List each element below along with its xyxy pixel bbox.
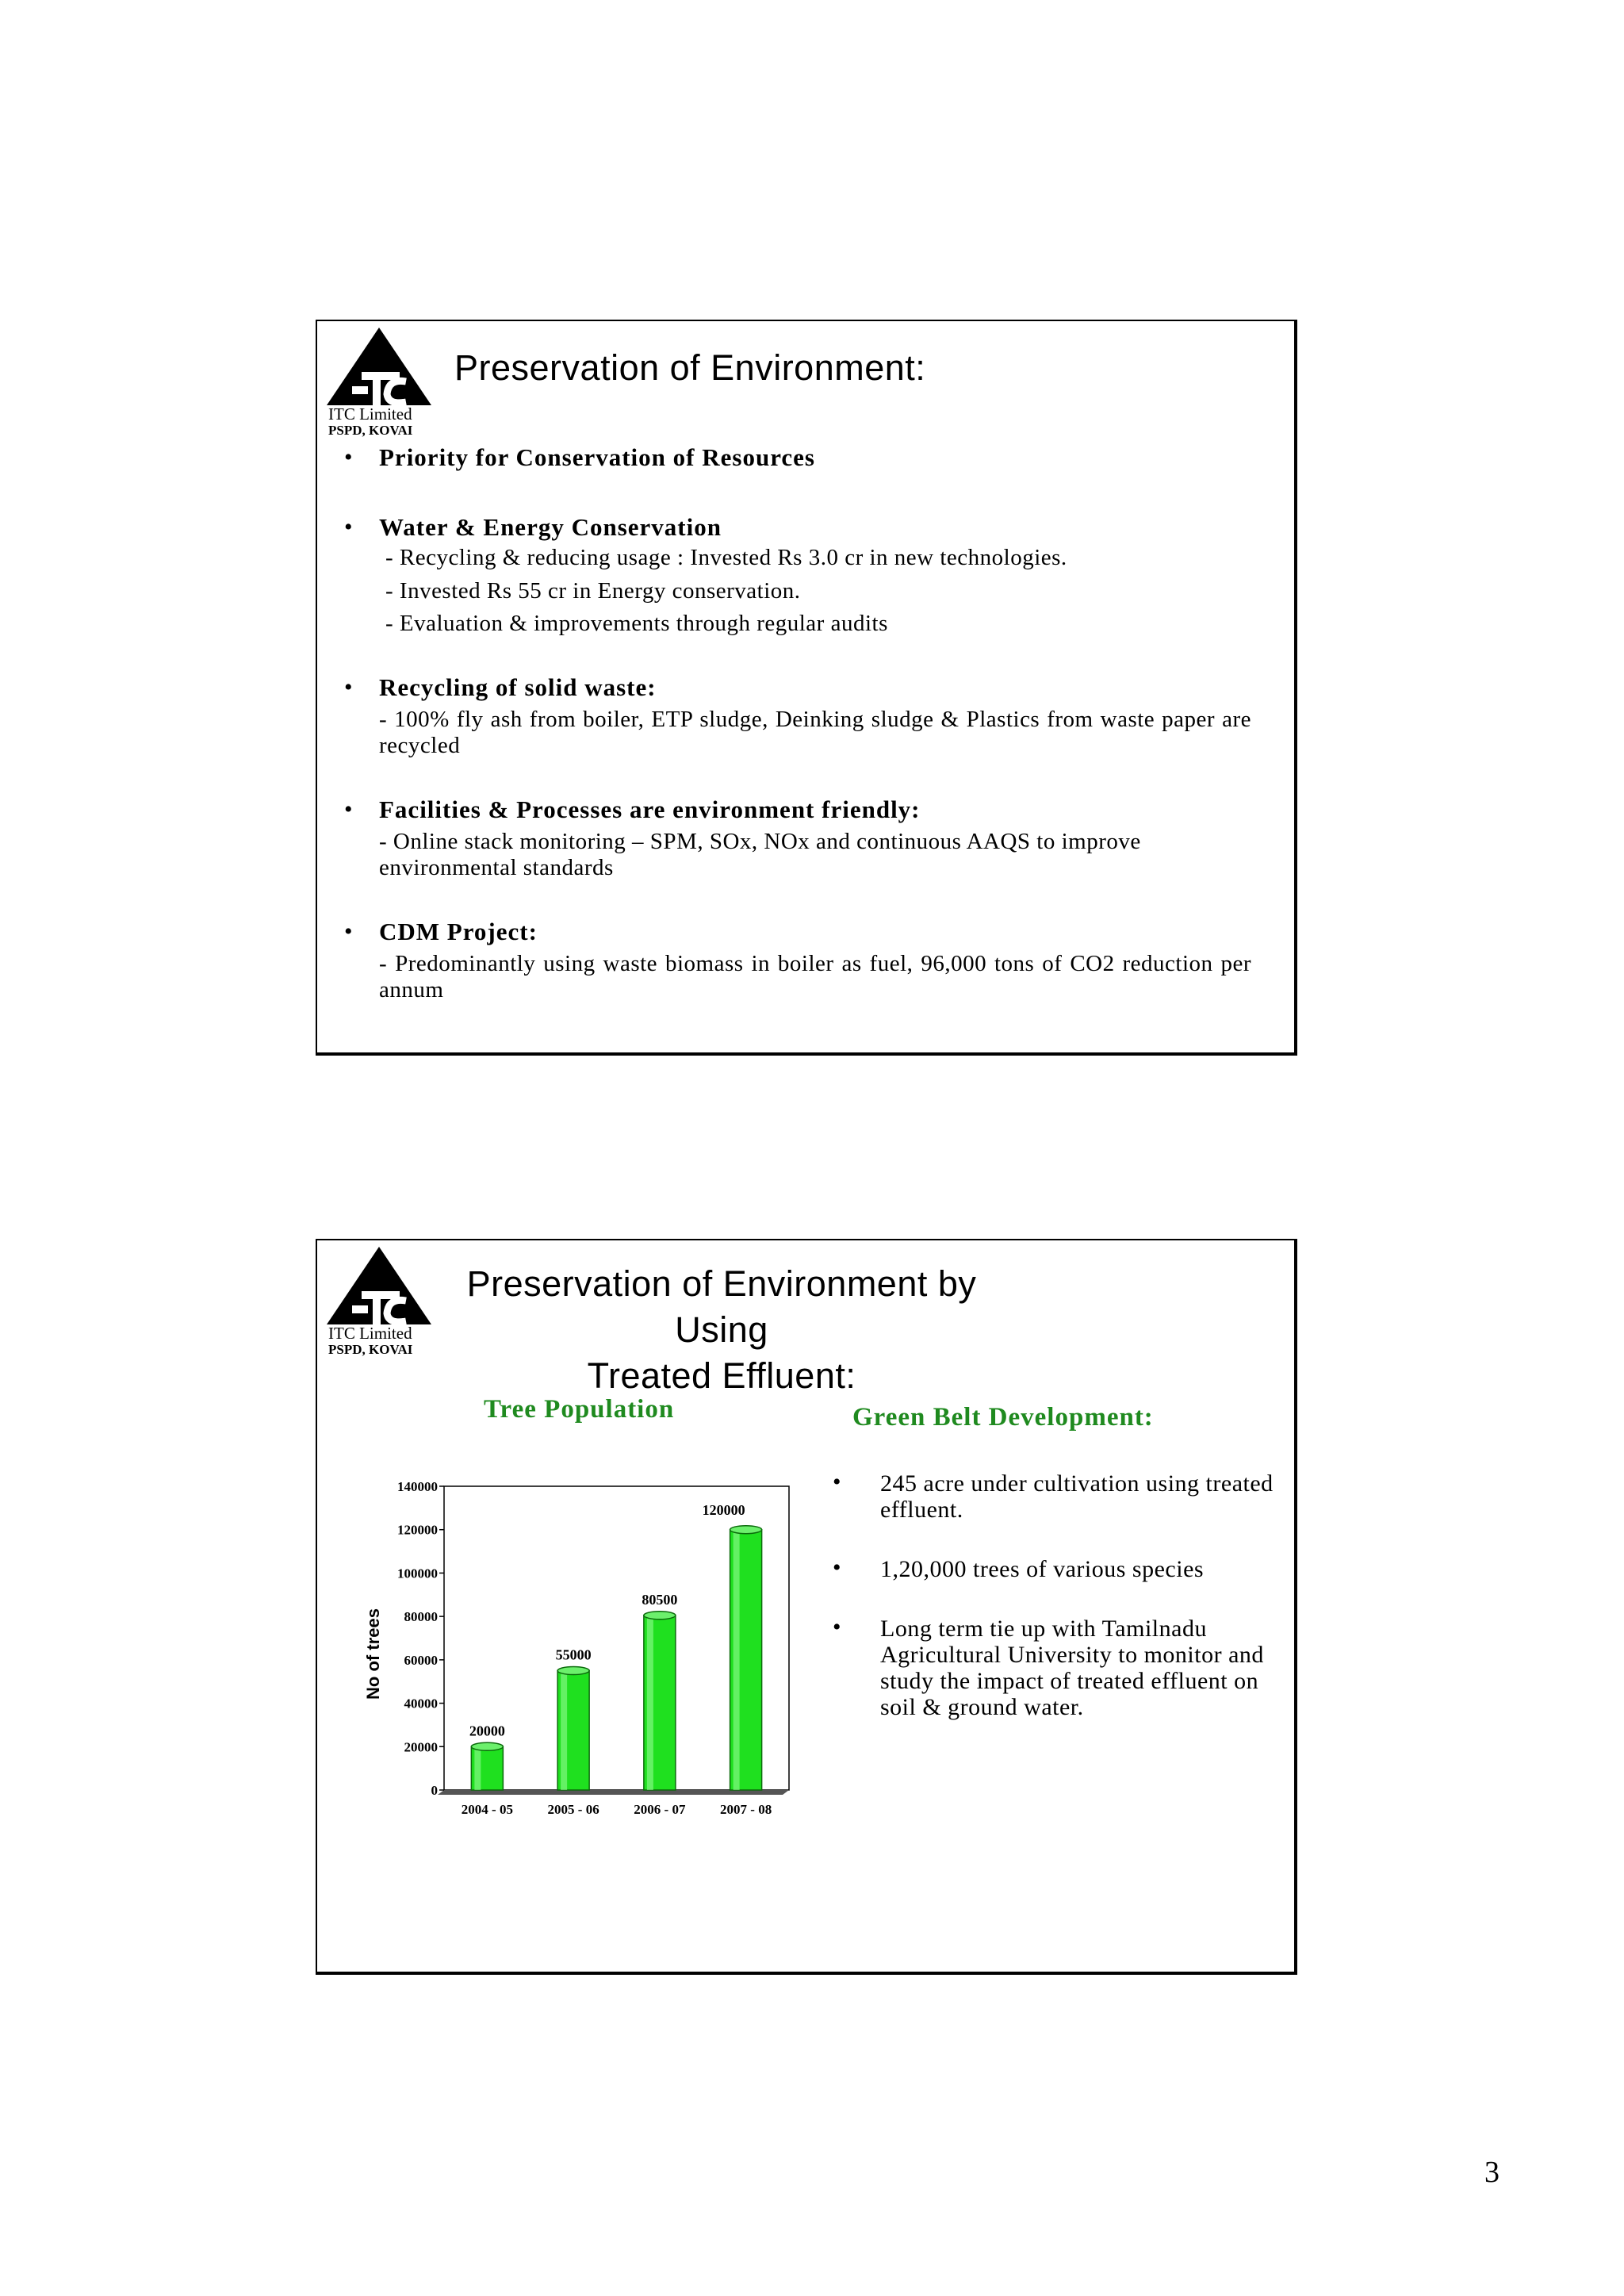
x-tick-label: 2005 - 06 — [547, 1802, 599, 1817]
bullet-item — [341, 794, 1261, 881]
logo-unit-name: PSPD, KOVAI — [328, 423, 413, 438]
slide-title — [444, 1261, 999, 1399]
itc-logo — [327, 1245, 438, 1358]
logo-company-name: ITC Limited — [328, 404, 412, 424]
y-tick-label: 20000 — [404, 1739, 438, 1755]
bullet-heading: • Priority for Conservation of Resources — [379, 443, 815, 471]
y-tick-label: 80000 — [404, 1609, 438, 1625]
slide-preservation-of-environment — [316, 320, 1297, 1056]
data-label: 20000 — [469, 1723, 505, 1739]
bullet-heading: • Facilities & Processes are environment friendly: — [379, 795, 921, 823]
bullet-heading: • Recycling of solid waste: — [379, 673, 657, 701]
data-label: 120000 — [702, 1502, 745, 1518]
bullet-detail: - 100% fly ash from boiler, ETP sludge, Deinking sludge & Plastics from waste paper are recycled — [379, 707, 1251, 758]
bullet-item — [341, 916, 1261, 1003]
green-belt-item: • 245 acre under cultivation using treated effluent. — [833, 1470, 1277, 1523]
bar-highlight — [474, 1746, 481, 1790]
chart-svg — [357, 1462, 801, 1827]
green-belt-item: • Long term tie up with Tamilnadu Agricultural University to monitor and study the impact of treated effluent on soil & ground water. — [833, 1616, 1277, 1720]
bullet-heading: • Water & Energy Conservation — [379, 513, 722, 541]
green-belt-heading: Green Belt Development: — [852, 1403, 1154, 1432]
slide-title: Preservation of Environment: — [454, 347, 926, 388]
bullet-item — [341, 442, 1261, 473]
logo-company-name: ITC Limited — [328, 1324, 412, 1343]
chart-heading: Tree Population — [484, 1395, 675, 1424]
itc-logo — [327, 326, 438, 439]
bullet-item — [341, 672, 1261, 759]
x-tick-label: 2004 - 05 — [461, 1802, 513, 1817]
green-belt-item: • 1,20,000 trees of various species — [833, 1556, 1277, 1582]
bar-top — [471, 1742, 503, 1750]
bar-top — [730, 1526, 762, 1534]
itc-logo-icon — [327, 1245, 431, 1324]
y-axis-label: No of trees — [363, 1608, 383, 1700]
bar-top — [557, 1667, 589, 1675]
green-belt-list — [833, 1470, 1277, 1754]
logo-unit-name: PSPD, KOVAI — [328, 1342, 413, 1357]
y-tick-label: 60000 — [404, 1652, 438, 1668]
bar-highlight — [733, 1530, 740, 1790]
bar-highlight — [647, 1616, 653, 1790]
bullet-detail: - Invested Rs 55 cr in Energy conservation. — [385, 578, 801, 604]
itc-logo-icon — [327, 326, 431, 405]
y-tick-label: 140000 — [397, 1479, 438, 1494]
y-tick-label: 120000 — [397, 1522, 438, 1538]
bullet-detail: - Online stack monitoring – SPM, SOx, NOx and continuous AAQS to improve environmental standards — [379, 829, 1141, 880]
y-tick-label: 100000 — [397, 1566, 438, 1581]
chart-floor — [438, 1790, 789, 1795]
slide-title-line-1: Preservation of Environment by Using — [466, 1263, 977, 1350]
x-tick-label: 2006 - 07 — [634, 1802, 686, 1817]
data-label: 80500 — [642, 1591, 678, 1608]
data-label: 55000 — [555, 1646, 592, 1663]
y-tick-label: 0 — [431, 1783, 438, 1798]
bullet-item — [341, 512, 1261, 637]
y-tick-label: 40000 — [404, 1696, 438, 1711]
tree-population-chart — [357, 1462, 801, 1827]
x-tick-label: 2007 - 08 — [720, 1802, 772, 1817]
bullet-detail: - Recycling & reducing usage : Invested Rs 3.0 cr in new technologies. — [385, 545, 1067, 570]
bullet-list — [341, 442, 1261, 1003]
bullet-detail: - Evaluation & improvements through regular audits — [385, 611, 888, 636]
page-number: 3 — [1484, 2156, 1500, 2189]
bullet-heading: • CDM Project: — [379, 918, 538, 945]
slide-treated-effluent — [316, 1239, 1297, 1975]
bar-top — [644, 1612, 676, 1619]
bar-highlight — [561, 1671, 567, 1790]
bullet-detail: - Predominantly using waste biomass in boiler as fuel, 96,000 tons of CO2 reduction per annum — [379, 951, 1251, 1002]
slide-title-line-2: Treated Effluent: — [587, 1355, 856, 1396]
